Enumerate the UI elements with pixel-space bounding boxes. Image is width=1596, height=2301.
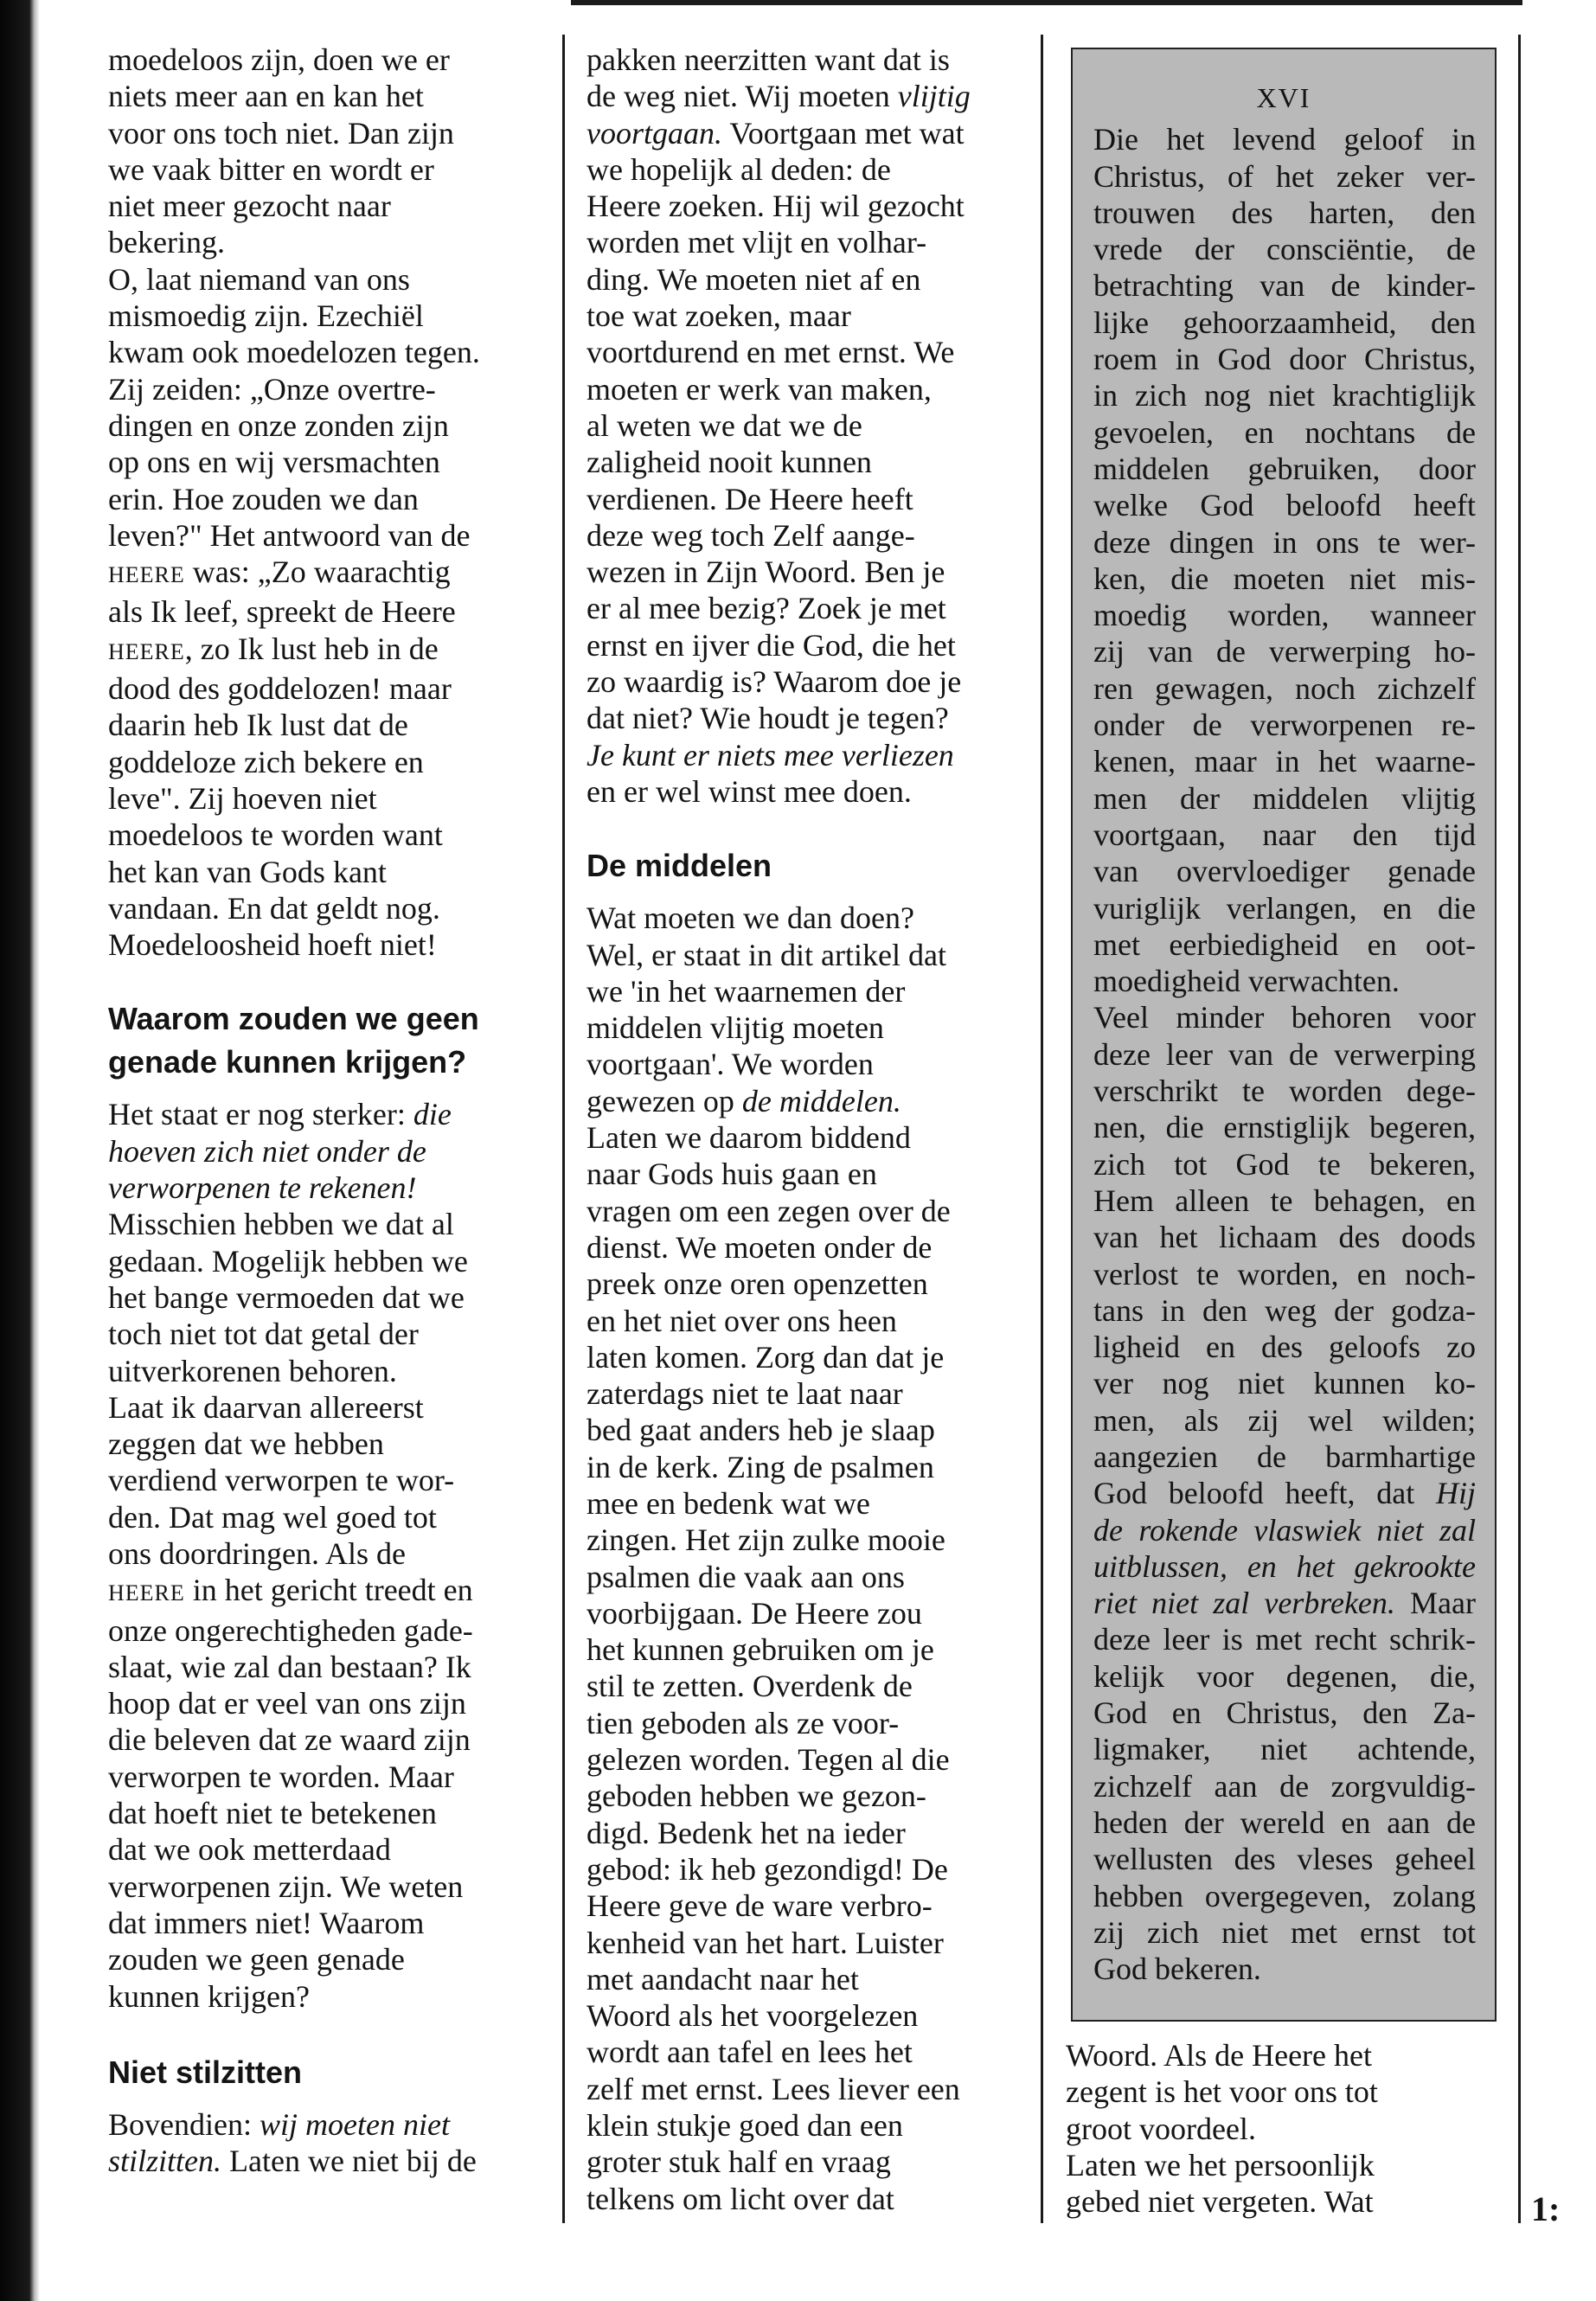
box-line: aangezien de barmhartige — [1093, 1439, 1476, 1474]
box-line: kenen, maar in het waarne- — [1093, 744, 1476, 779]
text-line: er al mee bezig? Zoek je met — [586, 591, 946, 626]
text-line: Laat ik daarvan allereerst — [108, 1389, 424, 1425]
text-line: toch niet tot dat getal der — [108, 1317, 419, 1352]
column-2-block-1 — [586, 151, 1023, 737]
text-line: wordt aan tafel en lees het — [586, 2035, 913, 2070]
text-line: voortdurend en met ernst. We — [586, 335, 955, 370]
text-lines — [586, 900, 1023, 1082]
box-line: hebben overgegeven, zolang — [1093, 1878, 1476, 1913]
box-italic: riet niet zal verbreken. — [1093, 1586, 1395, 1621]
box-line: God en Christus, den Za- — [1093, 1695, 1476, 1731]
text-line: dat immers niet! Waarom — [108, 1905, 425, 1940]
text-line: daarin heb Ik lust dat de — [108, 708, 408, 743]
box-line: verschrikt te worden dege- — [1093, 1074, 1476, 1109]
text-line: Je kunt er niets mee verliezen — [586, 737, 954, 772]
text-line: tien geboden als ze voor- — [586, 1705, 900, 1740]
box-paragraph-2 — [1093, 999, 1476, 1987]
column-1 — [108, 42, 545, 2179]
text-line: Wel, er staat in dit artikel dat — [586, 937, 946, 972]
text-line: Het staat er nog sterker: die — [108, 1097, 452, 1132]
text-line: niet meer gezocht naar — [108, 189, 391, 224]
text-line: Woord als het voorgelezen — [586, 1998, 919, 2034]
text-line: de weg niet. Wij moeten vlijtig — [586, 79, 971, 114]
box-line: wellusten des vleses geheel — [1093, 1842, 1476, 1877]
text-line: Laten we daarom biddend — [586, 1120, 911, 1156]
text-line: dingen en onze zonden zijn — [108, 407, 449, 443]
column-rule-2 — [1041, 35, 1043, 2223]
column-1-block-1 — [108, 42, 545, 554]
text-line: bekering. — [108, 225, 225, 260]
box-line: zich tot God te bekeren, — [1093, 1146, 1476, 1182]
text-line: vragen om een zegen over de — [586, 1193, 951, 1228]
text-line: kenheid van het hart. Luister — [586, 1925, 944, 1960]
box-line: trouwen des harten, den — [1093, 195, 1476, 230]
text-line: verworpenen zijn. We weten — [108, 1868, 464, 1904]
text-line: ernst en ijver die God, die het — [586, 627, 956, 663]
box-line: ren gewagen, noch zichzelf — [1093, 670, 1476, 706]
text-line: voortgaan'. We worden — [586, 1047, 874, 1082]
text-line: Bovendien: wij moeten niet — [108, 2106, 450, 2142]
column-3-after-box — [1066, 2037, 1498, 2220]
text-line: mismoedig zijn. Ezechiël — [108, 298, 424, 334]
text-line: O, laat niemand van ons — [108, 261, 410, 297]
text-line: uitverkorenen behoren. — [108, 1353, 397, 1388]
text-line: Zij zeiden: „Onze overtre- — [108, 371, 436, 407]
box-line — [1093, 1475, 1476, 1511]
text-line: kunnen krijgen? — [108, 1978, 310, 2014]
top-rule — [571, 0, 1522, 5]
text-line: ons doordringen. Als de — [108, 1535, 406, 1571]
text-line: dood des goddelozen! maar — [108, 671, 452, 707]
box-line: de rokende vlaswiek niet zal — [1093, 1512, 1476, 1548]
text-line: ding. We moeten niet af en — [586, 261, 921, 297]
text-line: geboden hebben we gezon- — [586, 1779, 926, 1814]
text-lines — [586, 1119, 1023, 2217]
text-lines — [108, 1612, 545, 2015]
text-line: zaligheid nooit kunnen — [586, 445, 872, 480]
text-line: Heere geve de ware verbro- — [586, 1888, 933, 1924]
column-rule-1 — [562, 35, 565, 2223]
box-line: nen, die ernstiglijk begeren, — [1093, 1110, 1476, 1145]
text-line: middelen vlijtig moeten — [586, 1010, 884, 1046]
text-line: Heere zoeken. Hij wil gezocht — [586, 189, 965, 224]
text-line: vandaan. En dat geldt nog. — [108, 890, 440, 926]
italic-lines — [108, 1133, 545, 1207]
text-line: we 'in het waarnemen der — [586, 973, 906, 1009]
text-line: den. Dat mag wel goed tot — [108, 1499, 437, 1535]
text-line: stil te zetten. Overdenk de — [586, 1669, 913, 1704]
text-line: verdiend verworpen te wor- — [108, 1463, 455, 1498]
text-line: dat we ook metterdaad — [108, 1832, 391, 1868]
box-line: moedig worden, wanneer — [1093, 598, 1476, 633]
text-line: dienst. We moeten onder de — [586, 1229, 933, 1265]
text-line: toe wat zoeken, maar — [586, 298, 851, 334]
text-line: naar Gods huis gaan en — [586, 1157, 877, 1192]
text-line: Misschien hebben we dat al — [108, 1207, 454, 1242]
box-line: middelen gebruiken, door — [1093, 451, 1476, 486]
box-line: gevoelen, en nochtans de — [1093, 414, 1476, 450]
text-line: telkens om licht over dat — [586, 2181, 894, 2216]
box-line: deze dingen in ons te wer- — [1093, 524, 1476, 560]
box-line: met eerbiedigheid en oot- — [1093, 926, 1476, 962]
text-line: we hopelijk al deden: de — [586, 151, 891, 187]
text-line: verworpen te worden. Maar — [108, 1759, 454, 1794]
box-line: lijke gehoorzaamheid, den — [1093, 304, 1476, 340]
text-line: zingen. Het zijn zulke mooie — [586, 1522, 945, 1558]
text-line: hoeven zich niet onder de — [108, 1133, 426, 1169]
text-line: psalmen die vaak aan ons — [586, 1559, 905, 1594]
text-line: zo waardig is? Waarom doe je — [586, 664, 962, 700]
box-line: onder de verworpenen re- — [1093, 708, 1476, 743]
box-line: uitblussen, en het gekrookte — [1093, 1548, 1476, 1584]
text-line: Laten we het persoonlijk — [1066, 2147, 1375, 2182]
text-line: goddeloze zich bekere en — [108, 744, 424, 779]
text-line: kwam ook moedelozen tegen. — [108, 335, 480, 370]
text-line: HEERE in het gericht treedt en — [108, 1573, 473, 1608]
box-line: zij van de verwerping ho- — [1093, 634, 1476, 670]
text-line: onze ongerechtigheden gade- — [108, 1612, 473, 1648]
text-line: deze weg toch Zelf aange- — [586, 517, 915, 553]
text-line: en er wel winst mee doen. — [586, 773, 912, 809]
box-line: voortgaan, naar den tijd — [1093, 817, 1476, 852]
box-line: verlost te worden, en noch- — [1093, 1256, 1476, 1292]
text-line: groot voordeel. — [1066, 2111, 1256, 2146]
box-text: Maar — [1394, 1586, 1476, 1621]
box-line: roem in God door Christus, — [1093, 342, 1476, 377]
text-lines — [1066, 2037, 1498, 2220]
box-line: van overvloediger genade — [1093, 854, 1476, 889]
box-line: Veel minder behoren voor — [1093, 1000, 1476, 1035]
text-line: gedaan. Mogelijk hebben we — [108, 1243, 468, 1279]
text-line: Moedeloosheid hoeft niet! — [108, 927, 437, 963]
text-line: Woord. Als de Heere het — [1066, 2038, 1372, 2073]
text-line: moedeloos te worden want — [108, 817, 443, 853]
text-line: zaterdags niet te laat naar — [586, 1376, 903, 1412]
text-line: moeten er werk van maken, — [586, 371, 932, 407]
text-line: gebed niet vergeten. Wat — [1066, 2184, 1374, 2220]
box-line: Christus, of het zeker ver- — [1093, 158, 1476, 194]
box-line: Hem alleen te behagen, en — [1093, 1183, 1476, 1218]
box-line: in zich nog niet krachtiglijk — [1093, 378, 1476, 413]
text-line: we vaak bitter en wordt er — [108, 151, 434, 187]
box-line: vrede der consciëntie, de — [1093, 232, 1476, 267]
box-line: betrachting van de kinder- — [1093, 268, 1476, 304]
text-line: niets meer aan en kan het — [108, 79, 424, 114]
box-line: deze leer van de verwerping — [1093, 1036, 1476, 1072]
text-line: worden met vlijt en volhar- — [586, 225, 927, 260]
text-line: laten komen. Zorg dan dat je — [586, 1339, 945, 1375]
text-line: voorbijgaan. De Heere zou — [586, 1595, 922, 1631]
column-2-block-2 — [586, 900, 1023, 2217]
text-line: pakken neerzitten want dat is — [586, 42, 950, 77]
text-line: zelf met ernst. Lees liever een — [586, 2071, 960, 2106]
text-line: dat niet? Wie houdt je tegen? — [586, 701, 949, 736]
text-line: zegent is het voor ons tot — [1066, 2074, 1378, 2110]
text-line: groter stuk half en vraag — [586, 2144, 891, 2180]
text-line: verworpenen te rekenen! — [108, 1170, 417, 1206]
text-line: het bange vermoeden dat we — [108, 1279, 465, 1315]
column-2 — [586, 42, 1023, 2217]
text-line: in de kerk. Zing de psalmen — [586, 1449, 934, 1484]
box-line — [1093, 1585, 1476, 1621]
page-number: 1: — [1531, 2189, 1561, 2228]
text-line: moedeloos zijn, doen we er — [108, 42, 450, 77]
text-line: klein stukje goed dan een — [586, 2108, 903, 2144]
box-line: Die het levend geloof in — [1093, 122, 1476, 157]
text-line: gewezen op de middelen. — [586, 1083, 901, 1118]
box-line: ver nog niet kunnen ko- — [1093, 1366, 1476, 1401]
text-line: leven?" Het antwoord van de — [108, 517, 471, 553]
box-title: XVI — [1256, 82, 1311, 113]
text-line: zeggen dat we hebben — [108, 1426, 384, 1462]
text-line: slaat, wie zal dan bestaan? Ik — [108, 1649, 471, 1684]
box-line: kelijk voor degenen, die, — [1093, 1658, 1476, 1694]
box-line: welke God beloofd heeft — [1093, 488, 1476, 523]
text-line: mee en bedenk wat we — [586, 1485, 870, 1521]
text-line: bed gaat anders heb je slaap — [586, 1413, 935, 1448]
text-line: als Ik leef, spreekt de Heere — [108, 594, 456, 630]
box-line: ligheid en des geloofs zo — [1093, 1330, 1476, 1365]
box-line: zij zich niet met ernst tot — [1093, 1914, 1476, 1950]
box-line: men, als zij wel wilden; — [1093, 1402, 1476, 1438]
text-line: voor ons toch niet. Dan zijn — [108, 115, 454, 151]
text-line: op ons en wij versmachten — [108, 445, 440, 480]
section-heading-1: Waarom zouden we geen genade kunnen krijgen? — [108, 1001, 479, 1080]
text-line: voortgaan. Voortgaan met wat — [586, 115, 965, 151]
text-line: en het niet over ons heen — [586, 1303, 897, 1338]
box-paragraph-1 — [1093, 121, 1476, 999]
scan-edge-shadow — [0, 0, 40, 2301]
column-rule-3 — [1518, 35, 1521, 2223]
text-line: al weten we dat we de — [586, 407, 862, 443]
text-line: wezen in Zijn Woord. Ben je — [586, 554, 945, 590]
text-line: het kan van Gods kant — [108, 854, 387, 889]
text-line: die beleven dat ze waard zijn — [108, 1722, 471, 1758]
box-line: deze leer is met recht schrik- — [1093, 1622, 1476, 1657]
text-line: het kunnen gebruiken om je — [586, 1632, 934, 1668]
box-line: zichzelf aan de zorgvuldig- — [1093, 1768, 1476, 1804]
text-line: stilzitten. Laten we niet bij de — [108, 2144, 477, 2179]
box-line: men der middelen vlijtig — [1093, 780, 1476, 816]
text-line: leve". Zij hoeven niet — [108, 780, 377, 816]
text-line: HEERE was: „Zo waarachtig — [108, 554, 451, 590]
text-line: erin. Hoe zouden we dan — [108, 481, 419, 516]
text-line: met aandacht naar het — [586, 1961, 859, 1997]
box-line: God bekeren. — [1093, 1952, 1261, 1987]
section-heading-2: Niet stilzitten — [108, 2054, 303, 2090]
text-line: hoop dat er veel van ons zijn — [108, 1686, 466, 1721]
text-line: verdienen. De Heere heeft — [586, 481, 913, 516]
box-line: moedigheid verwachten. — [1093, 964, 1400, 999]
text-line: digd. Bedenk het na ieder — [586, 1815, 906, 1850]
text-line: dat hoeft niet te betekenen — [108, 1796, 437, 1831]
column-1-block-2 — [108, 1096, 545, 2014]
text-line: HEERE, zo Ik lust heb in de — [108, 631, 439, 666]
column-1-block-1-rest — [108, 670, 545, 963]
box-line: vuriglijk verlangen, en die — [1093, 890, 1476, 926]
text-line: gelezen worden. Tegen al die — [586, 1742, 950, 1778]
box-line: tans in den weg der godza- — [1093, 1292, 1476, 1328]
box-line: van het lichaam des doods — [1093, 1220, 1476, 1255]
text-line: Wat moeten we dan doen? — [586, 901, 914, 936]
section-heading-3: De middelen — [586, 848, 772, 884]
text-line: preek onze oren openzetten — [586, 1266, 928, 1302]
text-lines — [108, 1206, 545, 1572]
column-1-block-3 — [108, 2106, 545, 2180]
article-xvi-box — [1071, 48, 1497, 2022]
box-text: God beloofd heeft, dat — [1093, 1476, 1436, 1511]
box-line: heden der wereld en aan de — [1093, 1804, 1476, 1840]
text-line: zouden we geen genade — [108, 1942, 405, 1977]
box-line: ken, die moeten niet mis- — [1093, 561, 1476, 596]
text-line: gebod: ik heb gezondigd! De — [586, 1851, 948, 1887]
box-line: ligmaker, niet achtende, — [1093, 1732, 1476, 1767]
box-italic: Hij — [1435, 1476, 1476, 1511]
